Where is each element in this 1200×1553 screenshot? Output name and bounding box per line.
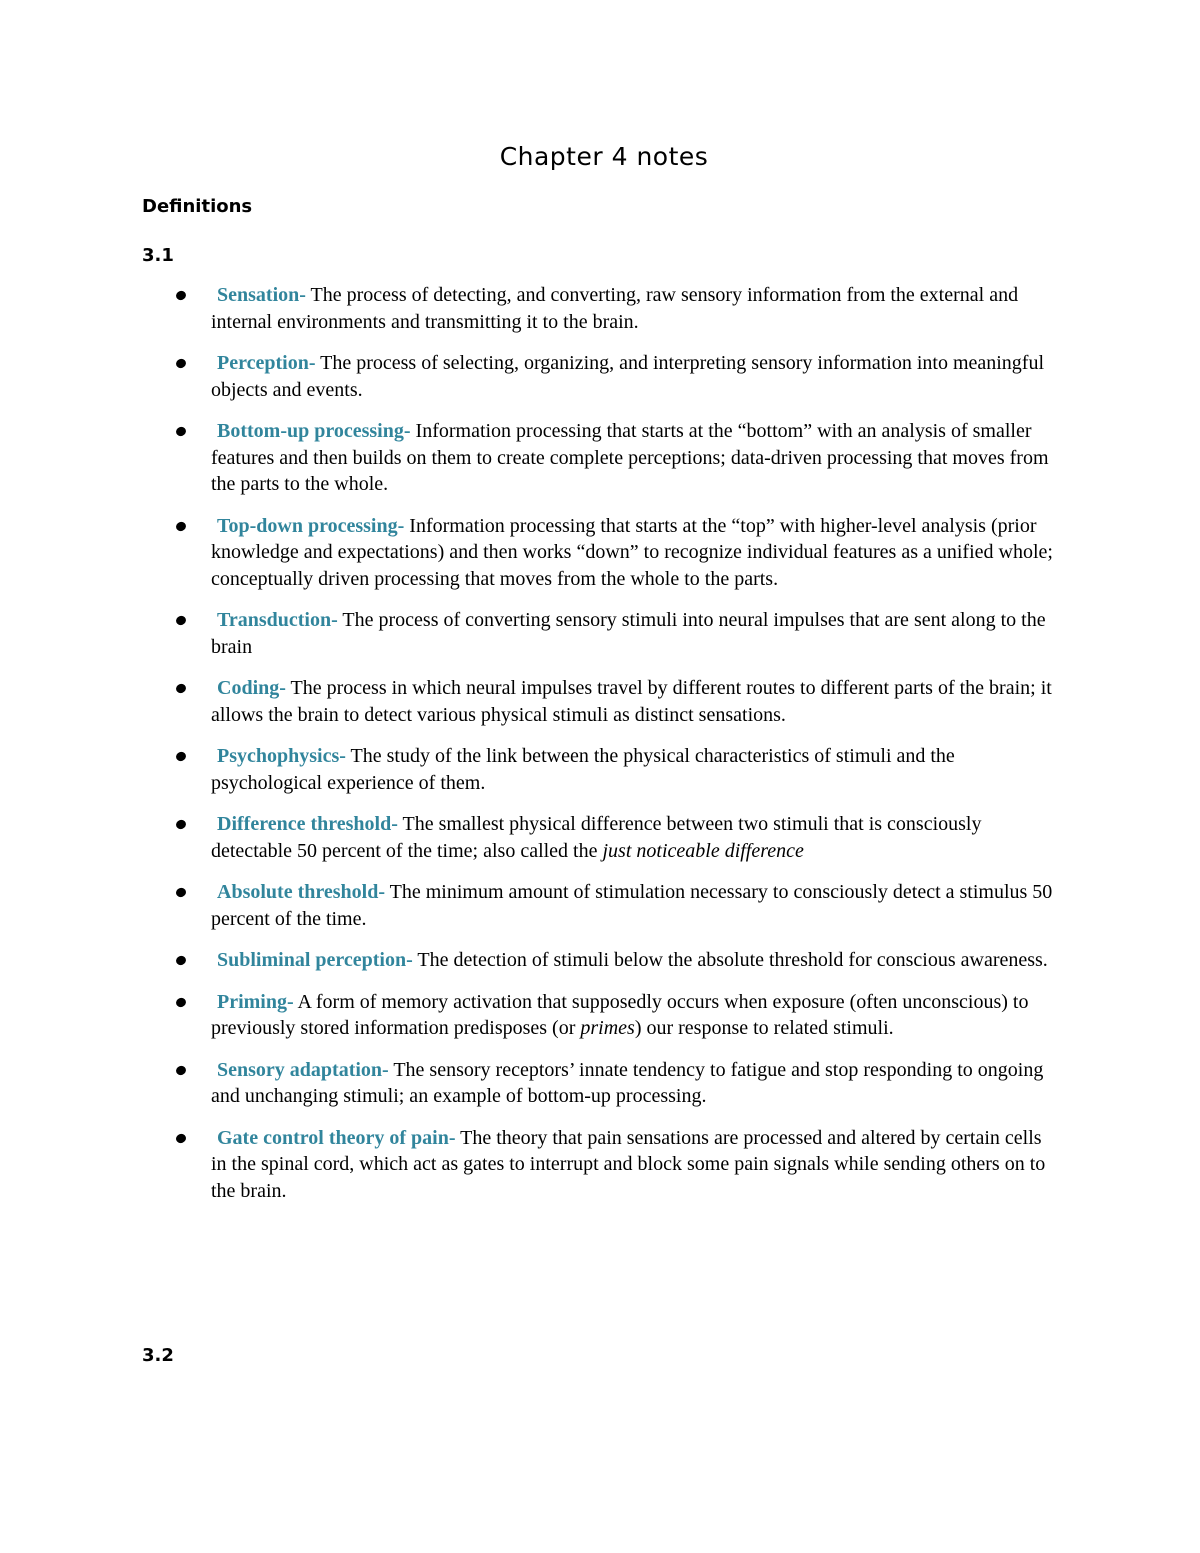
bullet-icon xyxy=(175,683,187,695)
definition-term: Subliminal perception- xyxy=(217,949,413,971)
bullet-icon xyxy=(175,1132,187,1144)
definition-term: Difference threshold- xyxy=(217,813,398,835)
definition-italic-text: primes xyxy=(580,1017,635,1039)
definition-text: The process of detecting, and converting, raw sensory information from the external and internal environments and transmitting it to the brain. xyxy=(211,284,1019,333)
definition-item xyxy=(0,989,1061,1042)
definition-item xyxy=(0,743,1061,796)
bullet-icon xyxy=(175,955,187,967)
definition-item xyxy=(0,282,1061,335)
definition-text: The process of converting sensory stimuli into neural impulses that are sent along to the brain xyxy=(211,609,1046,658)
definition-term: Absolute threshold- xyxy=(217,881,385,903)
definition-term: Priming- xyxy=(217,990,294,1013)
definition-item xyxy=(0,675,1061,728)
definition-text: The sensory receptors’ innate tendency to fatigue and stop responding to ongoing and unchanging stimuli; an example of bottom-up processing. xyxy=(211,1058,1044,1107)
definition-item xyxy=(0,607,1061,660)
bullet-icon xyxy=(175,520,187,532)
definition-text: The minimum amount of stimulation necessary to consciously detect a stimulus 50 percent of the time. xyxy=(211,881,1053,930)
definition-item xyxy=(0,513,1061,593)
definition-term: Psychophysics- xyxy=(217,745,346,767)
definition-list xyxy=(0,282,1200,1219)
definition-term: Sensory adaptation- xyxy=(217,1058,389,1081)
definition-text: The process of selecting, organizing, and interpreting sensory information into meaningful objects and events. xyxy=(211,352,1045,401)
definition-text: The smallest physical difference between two stimuli that is consciously detectable 50 percent of the time; also called the xyxy=(211,813,982,862)
definition-term: Top-down processing- xyxy=(217,514,405,537)
definition-item xyxy=(0,1125,1061,1205)
definition-term: Gate control theory of pain- xyxy=(217,1126,456,1149)
bullet-icon xyxy=(175,290,187,302)
bullet-icon xyxy=(175,358,187,370)
definition-text: Information processing that starts at the “top” with higher-level analysis (prior knowledge and expectations) and then works “down” to recognize individual features as a unified whole; conceptually driven processing that moves from the whole to the parts. xyxy=(211,514,1053,590)
definition-text: The process in which neural impulses travel by different routes to different parts of the brain; it allows the brain to detect various physical stimuli as distinct sensations. xyxy=(211,677,1052,726)
section-heading-3-2: 3.2 xyxy=(142,1345,174,1366)
definition-item xyxy=(0,947,1061,974)
definition-text: Information processing that starts at the “bottom” with an analysis of smaller features and then builds on them to create complete perceptions; data-driven processing that moves from the parts to the whole. xyxy=(211,420,1049,495)
page-title: Chapter 4 notes xyxy=(499,142,709,171)
definition-item xyxy=(0,1057,1061,1110)
definition-item xyxy=(0,418,1061,498)
definition-text: The study of the link between the physical characteristics of stimuli and the psychological experience of them. xyxy=(211,745,955,794)
definition-term: Bottom-up processing- xyxy=(217,420,411,442)
definition-text-after: ) our response to related stimuli. xyxy=(634,1017,894,1039)
definition-term: Perception- xyxy=(217,352,316,374)
definition-text: A form of memory activation that supposedly occurs when exposure (often unconscious) to previously stored information predisposes (or xyxy=(211,990,1029,1039)
definition-item xyxy=(0,811,1061,864)
definition-text: The detection of stimuli below the absolute threshold for conscious awareness. xyxy=(412,949,1048,971)
bullet-icon xyxy=(175,819,187,831)
definition-text: The theory that pain sensations are processed and altered by certain cells in the spinal cord, which act as gates to interrupt and block some pain signals while sending others on to the brain. xyxy=(211,1126,1046,1202)
bullet-icon xyxy=(175,426,187,438)
section-heading-3-1: 3.1 xyxy=(142,245,174,266)
bullet-icon xyxy=(175,751,187,763)
bullet-icon xyxy=(175,615,187,627)
bullet-icon xyxy=(175,1064,187,1076)
bullet-icon xyxy=(175,887,187,899)
definition-italic-text: just noticeable difference xyxy=(602,839,804,862)
definition-item xyxy=(0,350,1061,403)
definition-term: Transduction- xyxy=(217,609,338,631)
definition-term: Coding- xyxy=(217,677,286,699)
definition-item xyxy=(0,879,1061,932)
definition-term: Sensation- xyxy=(217,284,306,306)
bullet-icon xyxy=(175,996,187,1008)
definitions-heading: Definitions xyxy=(142,196,253,217)
